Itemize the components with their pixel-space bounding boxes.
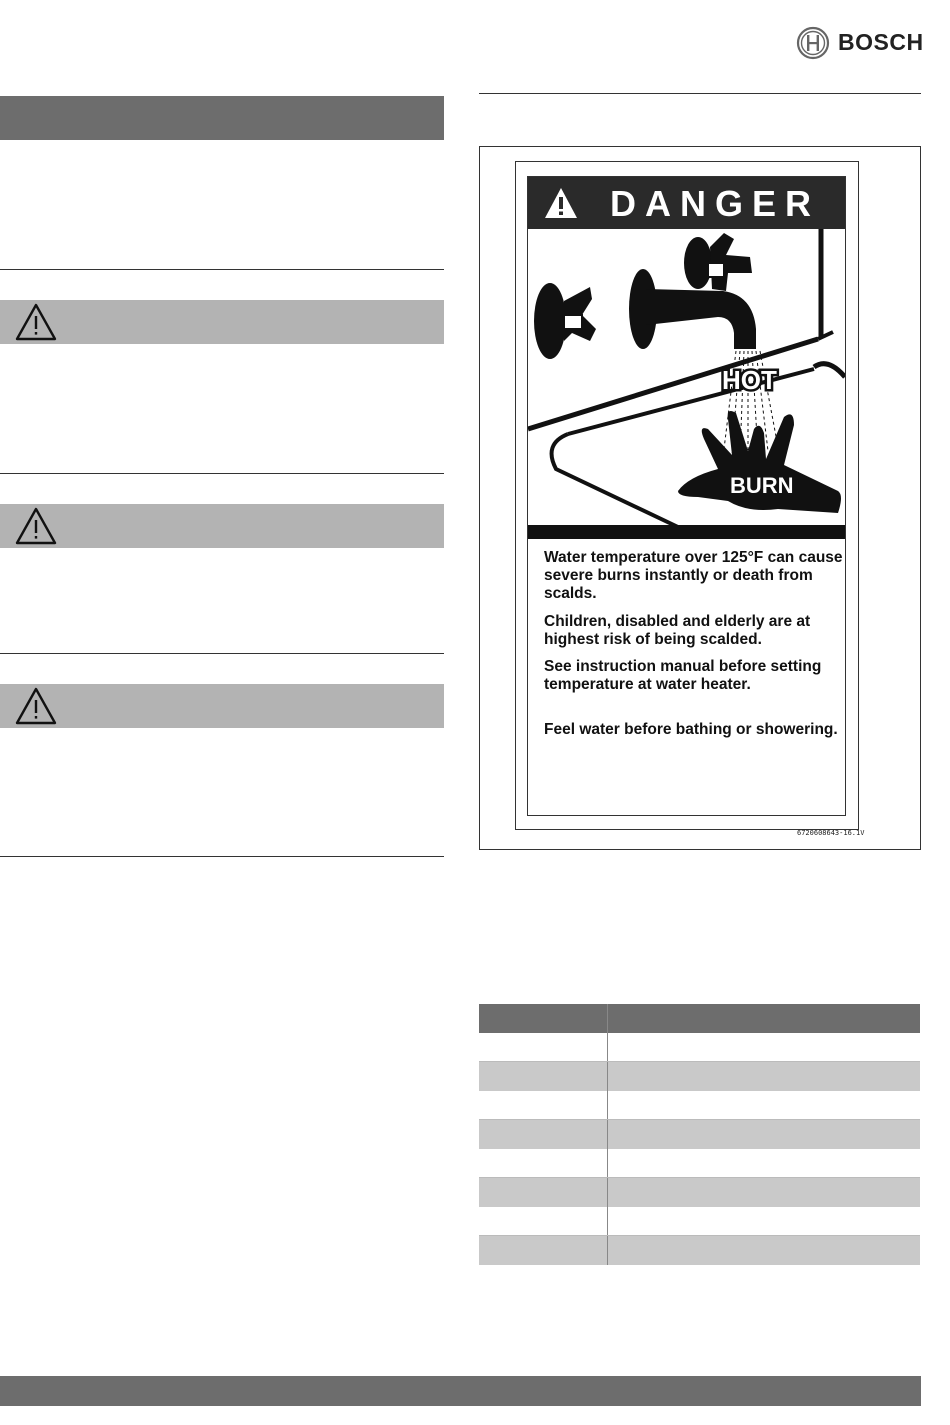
danger-header: [528, 177, 845, 229]
left-tap-handle: [534, 283, 596, 359]
warning-triangle-icon: [14, 686, 58, 726]
table-row: [479, 1033, 920, 1062]
divider: [0, 856, 444, 857]
table-row: [479, 1207, 920, 1236]
warning-bar-2: [0, 504, 444, 548]
burn-text: BURN: [730, 473, 794, 498]
warning-triangle-icon: [14, 506, 58, 546]
table-row: [479, 1149, 920, 1178]
divider: [479, 93, 921, 94]
hot-text: HOT: [722, 365, 777, 395]
brand-name: BOSCH: [838, 29, 924, 55]
footer-bar: [0, 1376, 921, 1406]
table-row: [479, 1236, 920, 1265]
danger-message-1: Water temperature over 125°F can cause severe burns instantly or death from scalds.: [544, 549, 843, 602]
data-table: [479, 1004, 920, 1265]
table-row: [479, 1091, 920, 1120]
table-row: [479, 1120, 920, 1149]
figure-id: 6720608643-16.1V: [797, 829, 865, 837]
section-heading-bar: [0, 96, 444, 140]
danger-triangle-icon: [544, 187, 578, 219]
divider: [0, 269, 444, 270]
danger-heading: DANGER: [610, 183, 821, 224]
right-tap-handle: [684, 233, 752, 291]
divider: [0, 473, 444, 474]
warning-triangle-icon: [14, 302, 58, 342]
divider: [0, 653, 444, 654]
table-header-row: [479, 1004, 920, 1033]
bosch-logo: [796, 26, 926, 60]
danger-message-4: Feel water before bathing or showering.: [544, 721, 838, 738]
bosch-armature-icon: [796, 26, 830, 60]
warning-bar-1: [0, 300, 444, 344]
danger-message-2: Children, disabled and elderly are at highest risk of being scalded.: [544, 613, 811, 648]
table-row: [479, 1178, 920, 1207]
scald-illustration: [528, 229, 845, 539]
table-row: [479, 1062, 920, 1091]
warning-bar-3: [0, 684, 444, 728]
danger-message-3: See instruction manual before setting temperature at water heater.: [544, 658, 822, 693]
